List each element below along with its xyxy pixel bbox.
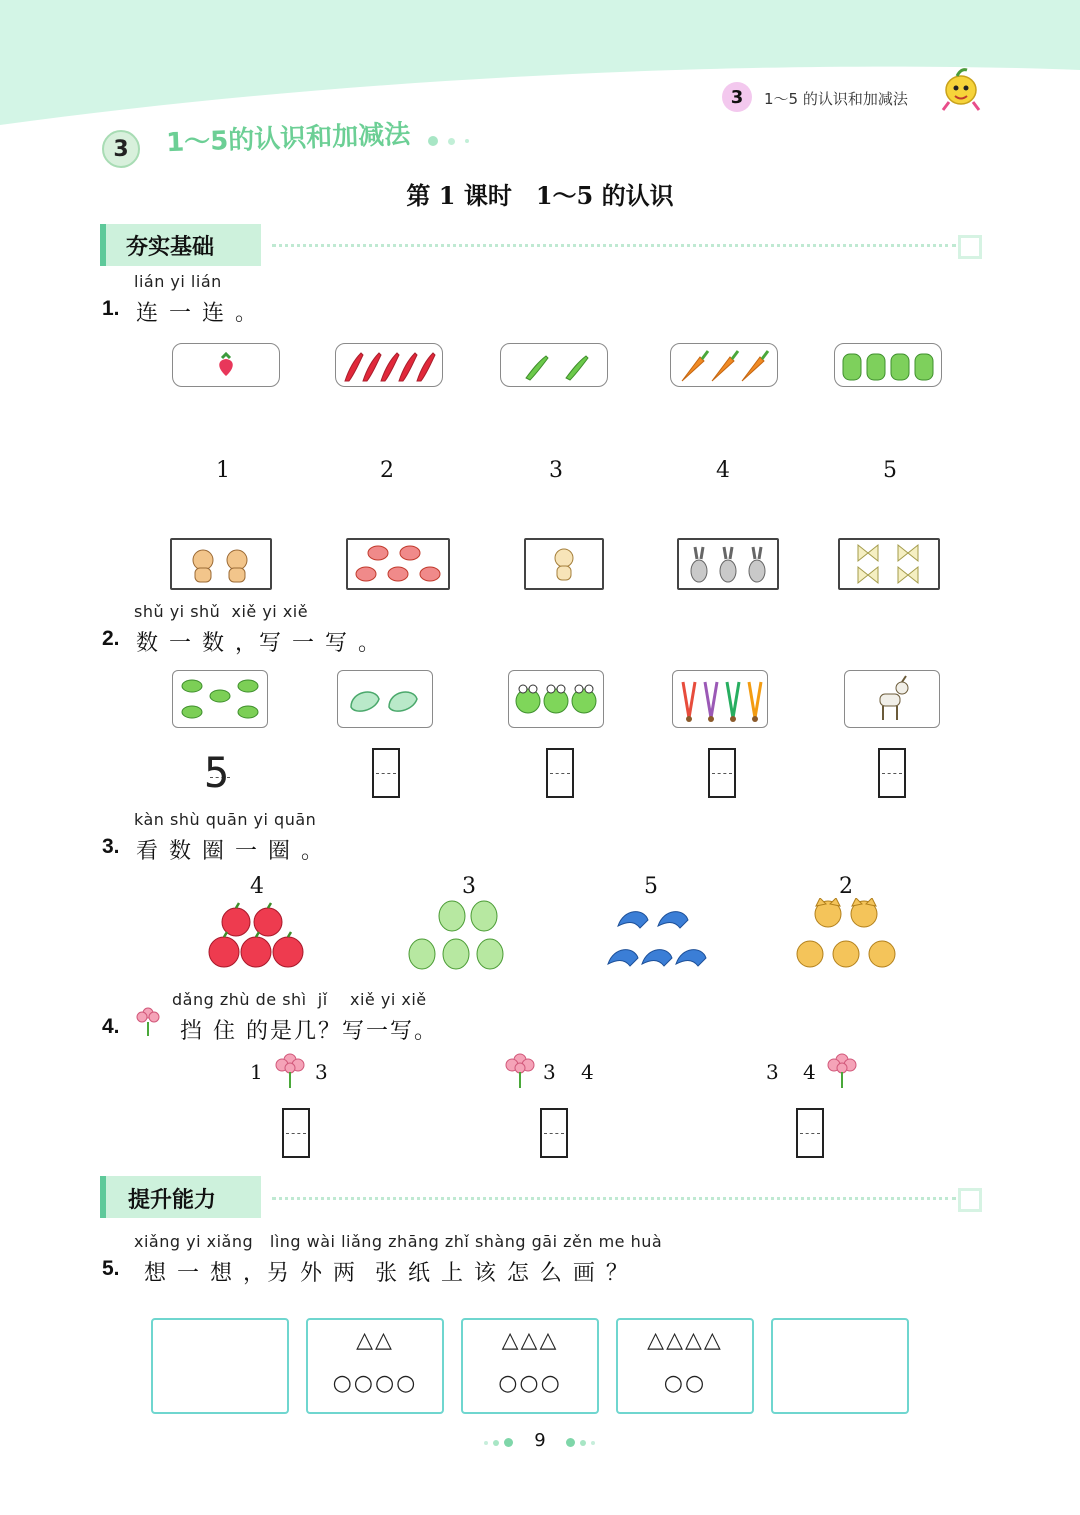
q2-example-answer: 5 [204, 748, 230, 797]
q4-pinyin-b: xiě yi xiě [350, 990, 427, 1009]
flower-icon [824, 1050, 860, 1090]
dog-card [524, 538, 604, 590]
q3-target-number: 5 [644, 874, 658, 899]
flower-icon [134, 1004, 162, 1038]
turtle-icon [176, 674, 264, 724]
cabbages-group [404, 898, 514, 974]
chili-pepper-icon [341, 347, 437, 383]
dolphins-group [604, 898, 712, 978]
frog-icon [512, 675, 600, 723]
melon-icon [345, 681, 425, 717]
q3-number: 3. [102, 835, 120, 858]
q5-card [616, 1318, 754, 1414]
q5-text: 想 一 想 ，另 外 两 张 纸 上 该 怎 么 画 ？ [144, 1261, 630, 1286]
section-divider-basic [272, 244, 956, 247]
q4-text: 挡 住 的是几？写一写。 [180, 1019, 438, 1044]
q5-card [306, 1318, 444, 1414]
apples-group [204, 902, 308, 972]
circle-row: ○○ [663, 1371, 707, 1396]
cats-card [170, 538, 272, 590]
q4-seq-number: 1 [250, 1060, 263, 1084]
q1-number-label: 1 [216, 458, 230, 483]
dog-icon [549, 544, 579, 584]
q2-answer-box[interactable] [878, 748, 906, 798]
footer-dots-left [484, 1438, 513, 1447]
q2-pinyin: shǔ yi shǔ xiě yi xiě [134, 602, 309, 621]
q3-text: 看 数 圈 一 圈 。 [136, 839, 325, 864]
q4-seq-number: 3 [766, 1060, 779, 1084]
circle-row: ○○○○ [332, 1371, 418, 1396]
carrot-card [670, 343, 778, 387]
green-pepper-card [500, 343, 608, 387]
q5-card[interactable] [771, 1318, 909, 1414]
unit-title-large: 1～5的认识和加减法 [165, 119, 411, 159]
strawberry-card [172, 343, 280, 387]
title-dots [428, 136, 469, 146]
q5-card [461, 1318, 599, 1414]
butterflies-card [838, 538, 940, 590]
rabbit-icon [683, 543, 773, 585]
q4-answer-box[interactable] [540, 1108, 568, 1158]
unit-title-small: 1～5 的认识和加减法 [764, 90, 908, 108]
q4-seq-number: 4 [803, 1060, 816, 1084]
unit-badge: 3 [722, 82, 752, 112]
flower-icon [502, 1050, 538, 1090]
cabbage-icon [839, 348, 937, 382]
section-divider-advanced [272, 1197, 956, 1200]
section-title-advanced: 提升能力 [128, 1188, 217, 1213]
q1-number-label: 2 [380, 458, 394, 483]
butterfly-icon [846, 542, 932, 586]
section-title-basic: 夯实基础 [126, 235, 215, 260]
q2-answer-box[interactable] [372, 748, 400, 798]
triangle-row: △△△ [501, 1328, 559, 1353]
lesson-title: 第 1 课时 1～5 的认识 [406, 181, 674, 210]
frogs-card [508, 670, 604, 728]
fish-card [346, 538, 450, 590]
goat-icon [872, 674, 912, 724]
melon-card [337, 670, 433, 728]
q4-answer-box[interactable] [282, 1108, 310, 1158]
turtles-card [172, 670, 268, 728]
q2-answer-box[interactable] [708, 748, 736, 798]
fish-icon [350, 542, 446, 586]
q5-number: 5. [102, 1257, 120, 1280]
q4-seq-number: 3 [315, 1060, 328, 1084]
kittens-group [794, 898, 904, 976]
chili-card [335, 343, 443, 387]
q1-number: 1. [102, 297, 120, 320]
q1-number-label: 5 [883, 458, 897, 483]
strawberry-icon [215, 352, 237, 378]
goat-card [844, 670, 940, 728]
q4-pinyin-a: dǎng zhù de shì jǐ [172, 990, 328, 1009]
flower-icon [272, 1050, 308, 1090]
page-number: 9 [534, 1430, 546, 1451]
shuttlecocks-card [672, 670, 768, 728]
q4-seq-number: 3 [543, 1060, 556, 1084]
q3-target-number: 2 [839, 874, 853, 899]
footer-dots-right [566, 1438, 595, 1447]
q3-target-number: 3 [462, 874, 476, 899]
triangle-row: △△ [356, 1328, 394, 1353]
cat-icon [181, 544, 261, 584]
cabbage-card [834, 343, 942, 387]
q1-pinyin: lián yi lián [134, 272, 222, 291]
q3-target-number: 4 [250, 874, 264, 899]
section-end-square-basic [958, 235, 982, 259]
circle-row: ○○○ [498, 1371, 562, 1396]
q2-answer-box[interactable] [546, 748, 574, 798]
q1-number-label: 3 [549, 458, 563, 483]
q2-number: 2. [102, 627, 120, 650]
unit-number-circle: 3 [102, 130, 140, 168]
shuttlecock-icon [677, 674, 763, 724]
carrot-icon [676, 347, 772, 383]
triangle-row: △△△△ [647, 1328, 723, 1353]
q4-seq-number: 4 [581, 1060, 594, 1084]
q1-number-label: 4 [716, 458, 730, 483]
q5-card[interactable] [151, 1318, 289, 1414]
q3-pinyin: kàn shù quān yi quān [134, 810, 317, 829]
mascot-icon [935, 66, 983, 116]
q4-answer-box[interactable] [796, 1108, 824, 1158]
section-end-square-advanced [958, 1188, 982, 1212]
q1-text: 连 一 连 。 [136, 301, 259, 326]
rabbits-card [677, 538, 779, 590]
header-band [0, 0, 1080, 130]
green-pepper-icon [514, 348, 594, 382]
q2-text: 数 一 数 ，写 一 写 。 [136, 631, 382, 656]
q4-number: 4. [102, 1015, 120, 1038]
q5-pinyin: xiǎng yi xiǎng lìng wài liǎng zhāng zhǐ shàng gāi zěn me huà [134, 1232, 663, 1251]
